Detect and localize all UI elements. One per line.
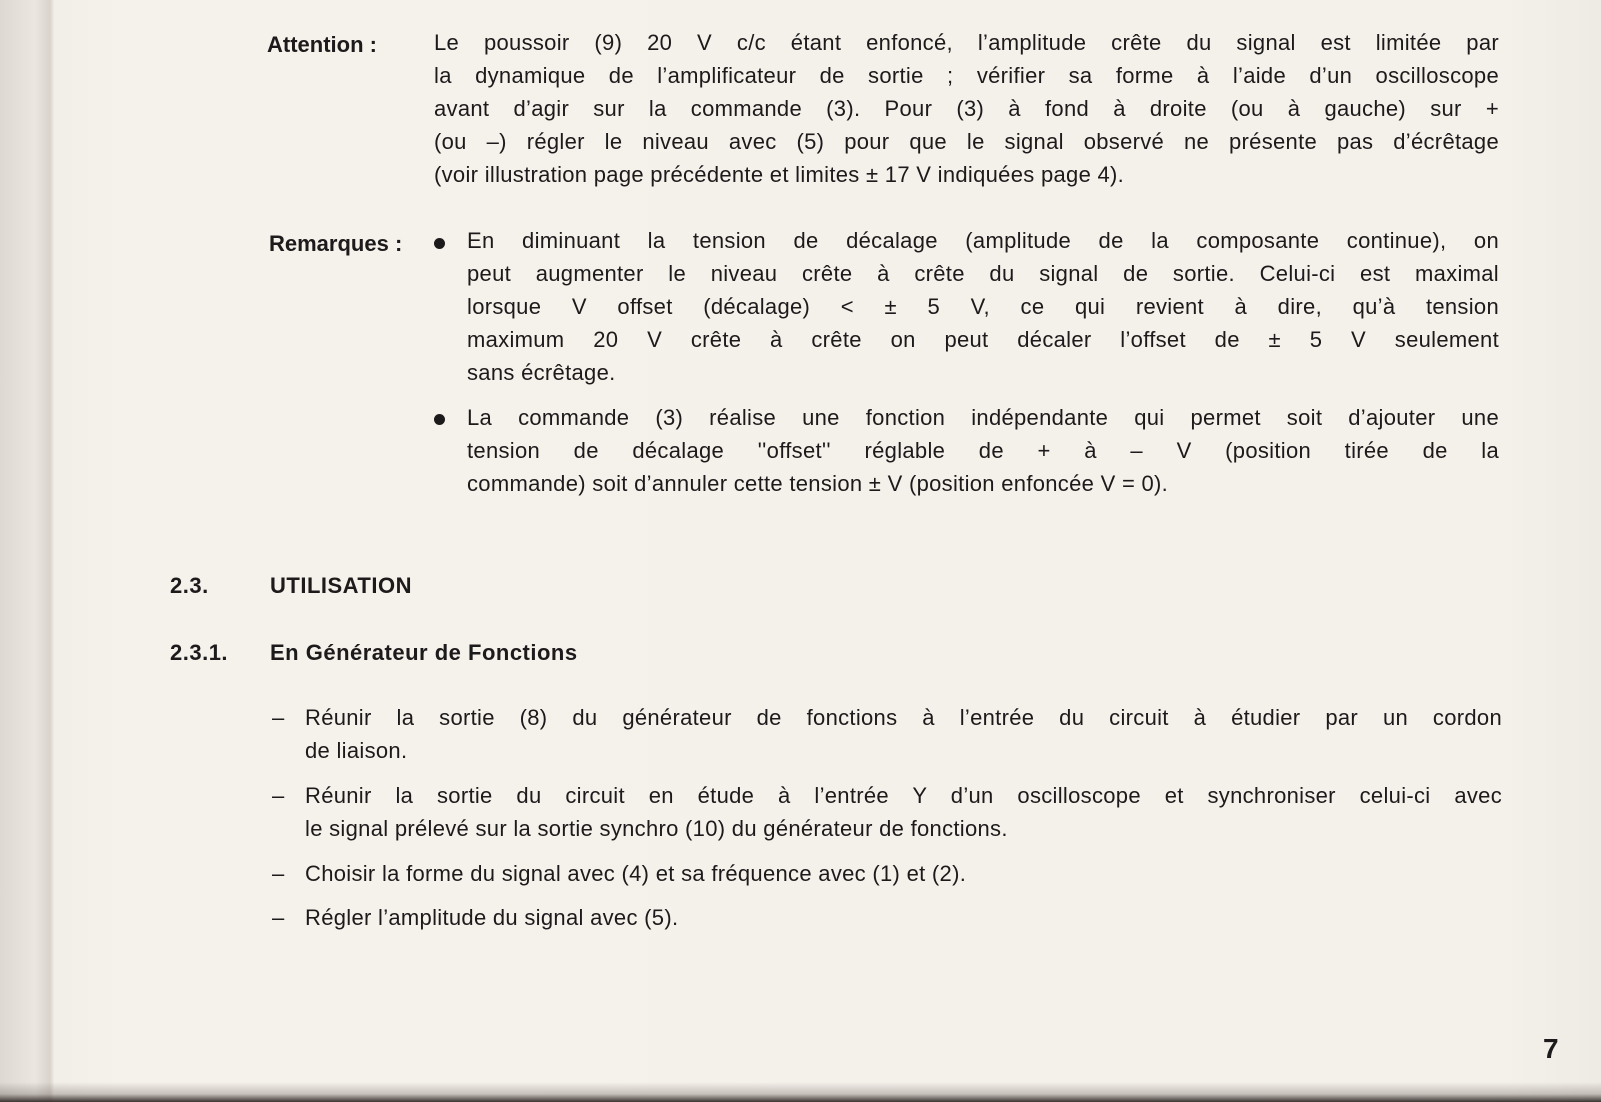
step-line: le signal prélevé sur la sortie synchro (10) du générateur de fonctions.: [305, 816, 1008, 841]
step-dash: –: [272, 783, 285, 808]
step-line: Choisir la forme du signal avec (4) et sa fréquence avec (1) et (2).: [305, 861, 967, 886]
remark-line: peut augmenter le niveau crête à crête du signal de sortie. Celui-ci est maximal: [467, 261, 1499, 286]
remarques-label: Remarques :: [269, 231, 403, 256]
step-dash: –: [272, 861, 285, 886]
section-title: UTILISATION: [270, 573, 412, 598]
remark-line: maximum 20 V crête à crête on peut décaler l’offset de ± 5 V seulement: [467, 327, 1499, 352]
page-edge-shadow: [0, 1082, 1601, 1102]
subsection-title: En Générateur de Fonctions: [270, 640, 578, 665]
bullet-icon: [434, 238, 445, 249]
attention-line: la dynamique de l’amplificateur de sortie ; vérifier sa forme à l’aide d’un oscilloscope: [434, 63, 1499, 88]
step-line: Réunir la sortie du circuit en étude à l’entrée Y d’un oscilloscope et synchroniser celui-ci avec: [305, 783, 1502, 808]
remark-line: sans écrêtage.: [467, 360, 616, 385]
remark-line: En diminuant la tension de décalage (amplitude de la composante continue), on: [467, 228, 1499, 253]
attention-line: (ou –) régler le niveau avec (5) pour que le signal observé ne présente pas d’écrêtage: [434, 129, 1499, 154]
attention-line: Le poussoir (9) 20 V c/c étant enfoncé, l’amplitude crête du signal est limitée par: [434, 30, 1499, 55]
page-binding: [0, 0, 54, 1102]
remark-line: commande) soit d’annuler cette tension ± V (position enfoncée V = 0).: [467, 471, 1169, 496]
remark-line: lorsque V offset (décalage) < ± 5 V, ce qui revient à dire, qu’à tension: [467, 294, 1499, 319]
subsection-number: 2.3.1.: [170, 640, 229, 665]
page-number: 7: [1543, 1033, 1559, 1064]
section-number: 2.3.: [170, 573, 209, 598]
remark-line: La commande (3) réalise une fonction indépendante qui permet soit d’ajouter une: [467, 405, 1499, 430]
step-line: Régler l’amplitude du signal avec (5).: [305, 905, 679, 930]
attention-label: Attention :: [267, 32, 377, 57]
step-line: Réunir la sortie (8) du générateur de fonctions à l’entrée du circuit à étudier par un cordon: [305, 705, 1502, 730]
step-dash: –: [272, 905, 285, 930]
bullet-icon: [434, 414, 445, 425]
remark-line: tension de décalage ''offset'' réglable de + à – V (position tirée de la: [467, 438, 1499, 463]
attention-line: (voir illustration page précédente et limites ± 17 V indiquées page 4).: [434, 162, 1125, 187]
attention-line: avant d’agir sur la commande (3). Pour (3) à fond à droite (ou à gauche) sur +: [434, 96, 1499, 121]
step-line: de liaison.: [305, 738, 408, 763]
step-dash: –: [272, 705, 285, 730]
